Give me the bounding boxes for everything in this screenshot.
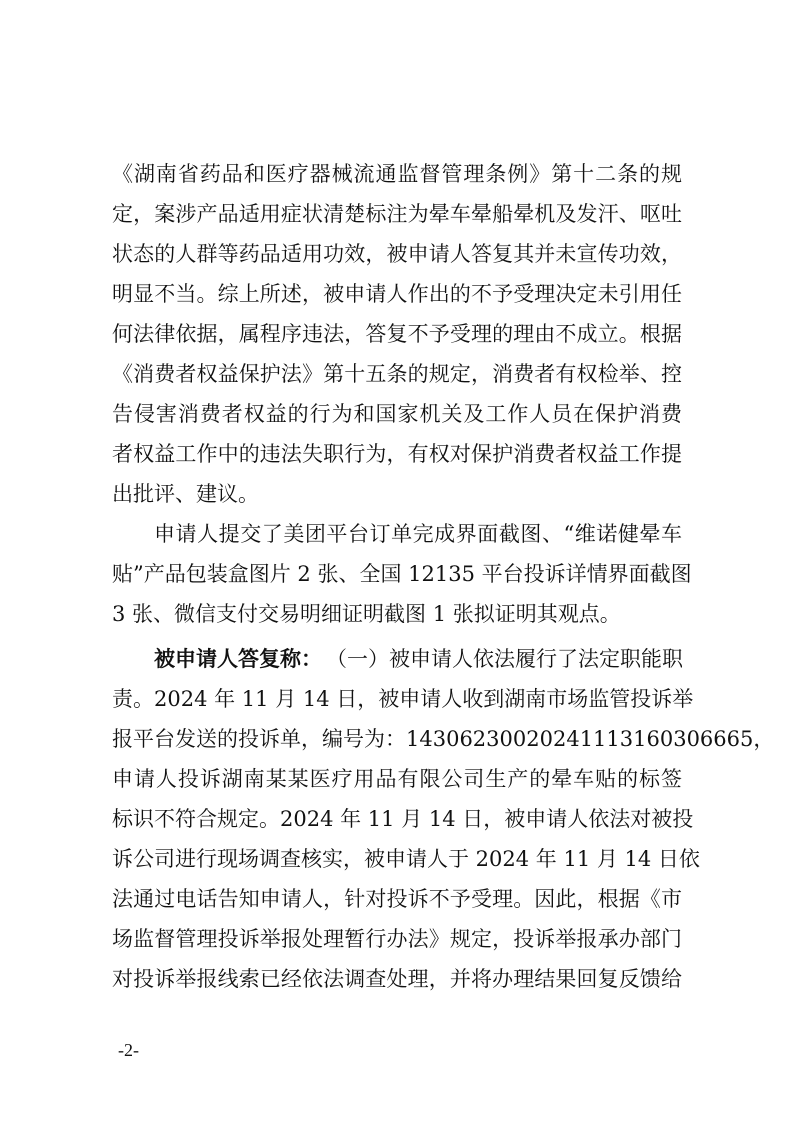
paragraph-1-line-1: 《湖南省药品和医疗器械流通监督管理条例》第十二条的规 xyxy=(112,162,682,186)
paragraph-1-line-9: 出批评、建议。 xyxy=(112,482,259,506)
paragraph-1-line-2: 定，案涉产品适用症状清楚标注为晕车晕船晕机及发汗、呕吐 xyxy=(112,202,682,226)
paragraph-2-line-2: 贴”产品包装盒图片 2 张、全国 12135 平台投诉详情界面截图 xyxy=(112,562,692,586)
paragraph-3-line-8: 场监督管理投诉举报处理暂行办法》规定，投诉举报承办部门 xyxy=(112,927,682,951)
paragraph-1-line-3: 状态的人群等药品适用功效，被申请人答复其并未宣传功效， xyxy=(112,242,682,266)
paragraph-1-line-8: 者权益工作中的违法失职行为，有权对保护消费者权益工作提 xyxy=(112,442,682,466)
paragraph-1-line-6: 《消费者权益保护法》第十五条的规定，消费者有权检举、控 xyxy=(112,362,682,386)
paragraph-3-line-5: 标识不符合规定。2024 年 11 月 14 日，被申请人依法对被投 xyxy=(112,807,694,831)
page-number: -2- xyxy=(118,1040,139,1060)
paragraph-3-line-1-text: （一）被申请人依法履行了法定职能职 xyxy=(326,647,683,671)
paragraph-3-line-4: 申请人投诉湖南某某医疗用品有限公司生产的晕车贴的标签 xyxy=(112,767,682,791)
paragraph-3-line-3: 报平台发送的投诉单，编号为：14306230020241113160306665， xyxy=(112,727,775,751)
paragraph-1-line-7: 告侵害消费者权益的行为和国家机关及工作人员在保护消费 xyxy=(112,402,682,426)
paragraph-3-line-1 xyxy=(154,645,682,673)
paragraph-3-line-6: 诉公司进行现场调查核实，被申请人于 2024 年 11 月 14 日依 xyxy=(112,847,700,871)
paragraph-1-line-4: 明显不当。综上所述，被申请人作出的不予受理决定未引用任 xyxy=(112,282,682,306)
paragraph-2-line-1: 申请人提交了美团平台订单完成界面截图、“维诺健晕车 xyxy=(154,522,682,546)
paragraph-3-line-9: 对投诉举报线索已经依法调查处理，并将办理结果回复反馈给 xyxy=(112,967,682,991)
paragraph-3-line-7: 法通过电话告知申请人，针对投诉不予受理。因此，根据《市 xyxy=(112,887,682,911)
respondent-reply-lead: 被申请人答复称： xyxy=(154,646,322,671)
paragraph-3-line-2: 责。2024 年 11 月 14 日，被申请人收到湖南市场监管投诉举 xyxy=(112,687,694,711)
paragraph-2-line-3: 3 张、微信支付交易明细证明截图 1 张拟证明其观点。 xyxy=(112,602,621,626)
paragraph-1-line-5: 何法律依据，属程序违法，答复不予受理的理由不成立。根据 xyxy=(112,322,682,346)
